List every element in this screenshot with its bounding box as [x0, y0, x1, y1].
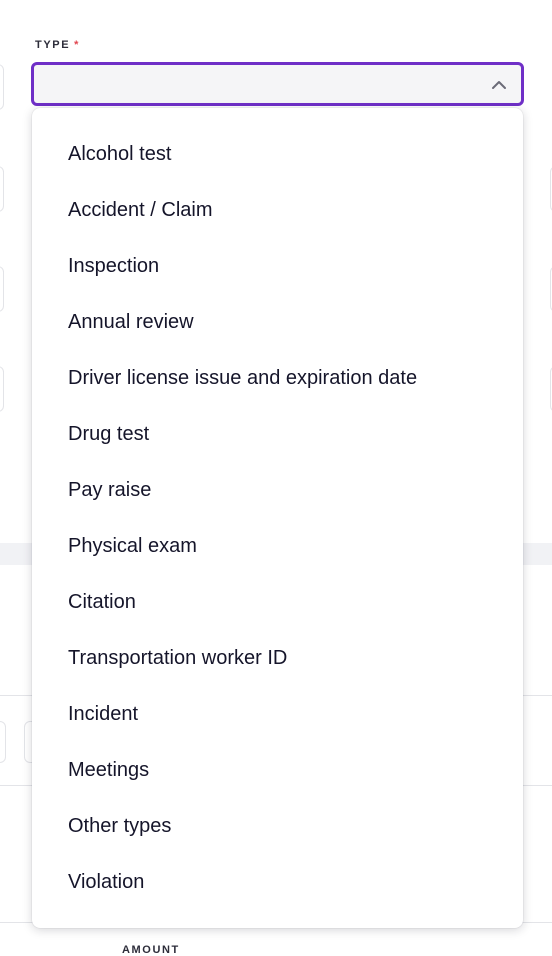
option-transportation-worker-id[interactable]: Transportation worker ID [68, 647, 288, 669]
option-driver-license[interactable]: Driver license issue and expiration date [68, 367, 418, 389]
option-alcohol-test[interactable]: Alcohol test [68, 143, 172, 165]
background-field-left [0, 166, 4, 212]
option-inspection[interactable]: Inspection [68, 255, 160, 277]
option-annual-review[interactable]: Annual review [68, 311, 194, 333]
type-options-list [32, 108, 523, 910]
background-amount-label: AMOUNT [122, 944, 180, 956]
background-field-left [0, 64, 4, 110]
type-select[interactable] [31, 62, 524, 106]
option-meetings[interactable]: Meetings [68, 759, 150, 781]
type-label-text: TYPE [35, 39, 71, 51]
background-field-left [0, 721, 6, 763]
option-citation[interactable]: Citation [68, 591, 136, 613]
option-physical-exam[interactable]: Physical exam [68, 535, 197, 557]
option-drug-test[interactable]: Drug test [68, 423, 150, 445]
option-pay-raise[interactable]: Pay raise [68, 479, 152, 501]
type-dropdown-menu [32, 108, 523, 928]
chevron-up-icon[interactable] [491, 77, 507, 93]
required-indicator: * [74, 39, 81, 51]
type-field-label [35, 39, 80, 51]
option-accident-claim[interactable]: Accident / Claim [68, 199, 213, 221]
option-other-types[interactable]: Other types [68, 815, 172, 837]
option-violation[interactable]: Violation [68, 871, 145, 893]
option-incident[interactable]: Incident [68, 703, 139, 725]
background-field-left [0, 266, 4, 312]
background-field-left [0, 366, 4, 412]
